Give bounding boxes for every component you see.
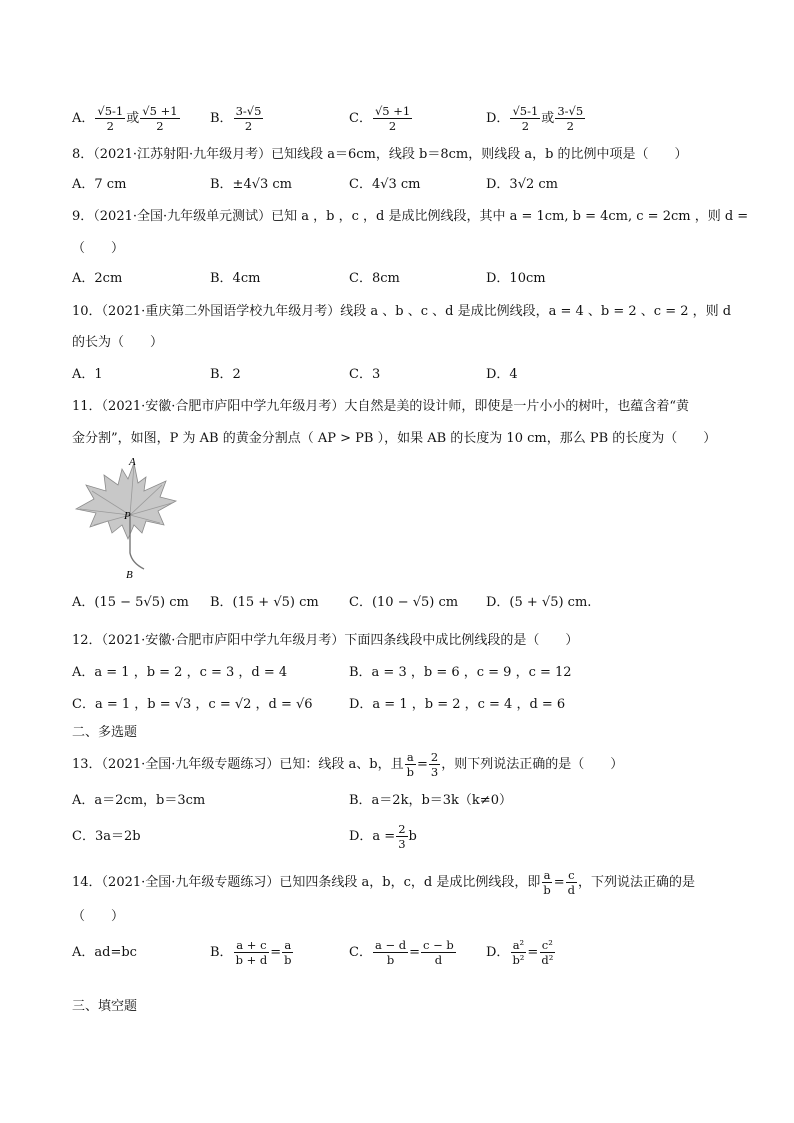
q14-option-d: D． $\frac{\text{a²}}{\text{b²}}$ = $\frac{\text{c²}}{\text{d²}}$ xyxy=(486,938,554,967)
q14-option-a: A．ad=bc xyxy=(72,945,137,960)
q7-option-c: C． $\frac{√5 +1}{2}$ xyxy=(349,104,411,133)
q13-option-d: D．a = $\frac{2}{3}$ b xyxy=(349,822,417,851)
q13-option-b: B．a＝2k，b＝3k（k≠0） xyxy=(349,793,512,808)
q14-option-b: B． $\frac{a + c}{b + d}$ = $\frac{a}{b}$ xyxy=(210,938,292,967)
fig-label-b: B xyxy=(126,569,133,580)
q12-stem: 12．（2021·安徽·合肥市庐阳中学九年级月考）下面四条线段中成比例线段的是（ ） xyxy=(72,633,579,648)
q14-option-c: C． $\frac{a - d}{b}$ = $\frac{c - b}{d}$ xyxy=(349,938,454,967)
q9-stem: 9．（2021·全国·九年级单元测试）已知 a ，b ，c ，d 是成比例线段，其中 a = 1cm, b = 4cm, c = 2cm ，则 d = xyxy=(72,209,749,224)
q10-stem-line2: 的长为（ ） xyxy=(72,335,164,350)
section-fill-blank-heading: 三、填空题 xyxy=(72,999,138,1014)
q12-option-c: C．a = 1 ，b = √3 ，c = √2 ，d = √6 xyxy=(72,697,313,712)
q11-option-a: A．(15 − 5√5) cm xyxy=(72,595,189,610)
q8-option-a: A．7 cm xyxy=(72,177,127,192)
q8-option-d: D．3√2 cm xyxy=(486,177,558,192)
q12-option-a: A．a = 1 ，b = 2 ，c = 3 ，d = 4 xyxy=(72,665,288,680)
q12-option-d: D．a = 1 ，b = 2 ，c = 4 ，d = 6 xyxy=(349,697,566,712)
q9-stem-line2: （ ） xyxy=(72,241,125,256)
q7-option-d: D． $\frac{√5-1}{2}$ 或 $\frac{3-√5}{2}$ xyxy=(486,104,584,133)
fig-label-a: A xyxy=(129,456,136,468)
q7-option-b: B． $\frac{3-√5}{2}$ xyxy=(210,104,262,133)
section-multi-choice-heading: 二、多选题 xyxy=(72,725,138,740)
q14-stem-line2: （ ） xyxy=(72,909,125,924)
q12-option-b: B．a = 3 ，b = 6 ，c = 9 ，c = 12 xyxy=(349,665,572,680)
q13-option-a: A．a＝2cm，b＝3cm xyxy=(72,793,206,808)
q13-stem: 13．（2021·全国·九年级专题练习）已知：线段 a、b，且 $\frac{a}{b}$ = $\frac{2}{3}$ ，则下列说法正确的是（ ） xyxy=(72,750,624,779)
q10-stem: 10．（2021·重庆第二外国语学校九年级月考）线段 a 、b 、c 、d 是成比例线段，a = 4 、b = 2 、c = 2 ，则 d xyxy=(72,304,732,319)
q9-option-b: B．4cm xyxy=(210,271,261,286)
leaf-shape xyxy=(76,463,176,539)
q8-stem: 8．（2021·江苏射阳·九年级月考）已知线段 a＝6cm，线段 b＝8cm，则线段 a，b 的比例中项是（ ） xyxy=(72,147,688,162)
q9-option-a: A．2cm xyxy=(72,271,123,286)
q8-option-c: C．4√3 cm xyxy=(349,177,421,192)
q10-option-d: D．4 xyxy=(486,367,518,382)
q11-option-c: C．(10 − √5) cm xyxy=(349,595,459,610)
q10-option-b: B．2 xyxy=(210,367,241,382)
fig-label-p: P xyxy=(124,510,131,522)
q8-option-b: B．±4√3 cm xyxy=(210,177,293,192)
q10-option-c: C．3 xyxy=(349,367,381,382)
q13-option-c: C．3a＝2b xyxy=(72,829,141,844)
maple-leaf-figure xyxy=(72,455,182,580)
q11-option-b: B．(15 + √5) cm xyxy=(210,595,319,610)
q14-stem: 14．（2021·全国·九年级专题练习）已知四条线段 a，b，c，d 是成比例线段，即 $\frac{a}{b}$ = $\frac{c}{d}$ ，下列说法正确的是 xyxy=(72,868,696,897)
q9-option-c: C．8cm xyxy=(349,271,400,286)
q7-a-num1: √5-1 xyxy=(97,104,124,118)
q10-option-a: A．1 xyxy=(72,367,103,382)
q11-stem: 11．（2021·安徽·合肥市庐阳中学九年级月考）大自然是美的设计师，即使是一片小小的树叶，也蕴含着“黄 xyxy=(72,399,690,414)
q9-option-d: D．10cm xyxy=(486,271,546,286)
q11-option-d: D．(5 + √5) cm. xyxy=(486,595,592,610)
q7-option-a: A． $\frac{√5-1}{2}$ 或 $\frac{√5 +1}{2}$ xyxy=(72,104,178,133)
q11-stem-line2: 金分割”，如图，P 为 AB 的黄金分割点（ AP > PB ），如果 AB 的长度为 10 cm，那么 PB 的长度为（ ） xyxy=(72,431,717,446)
